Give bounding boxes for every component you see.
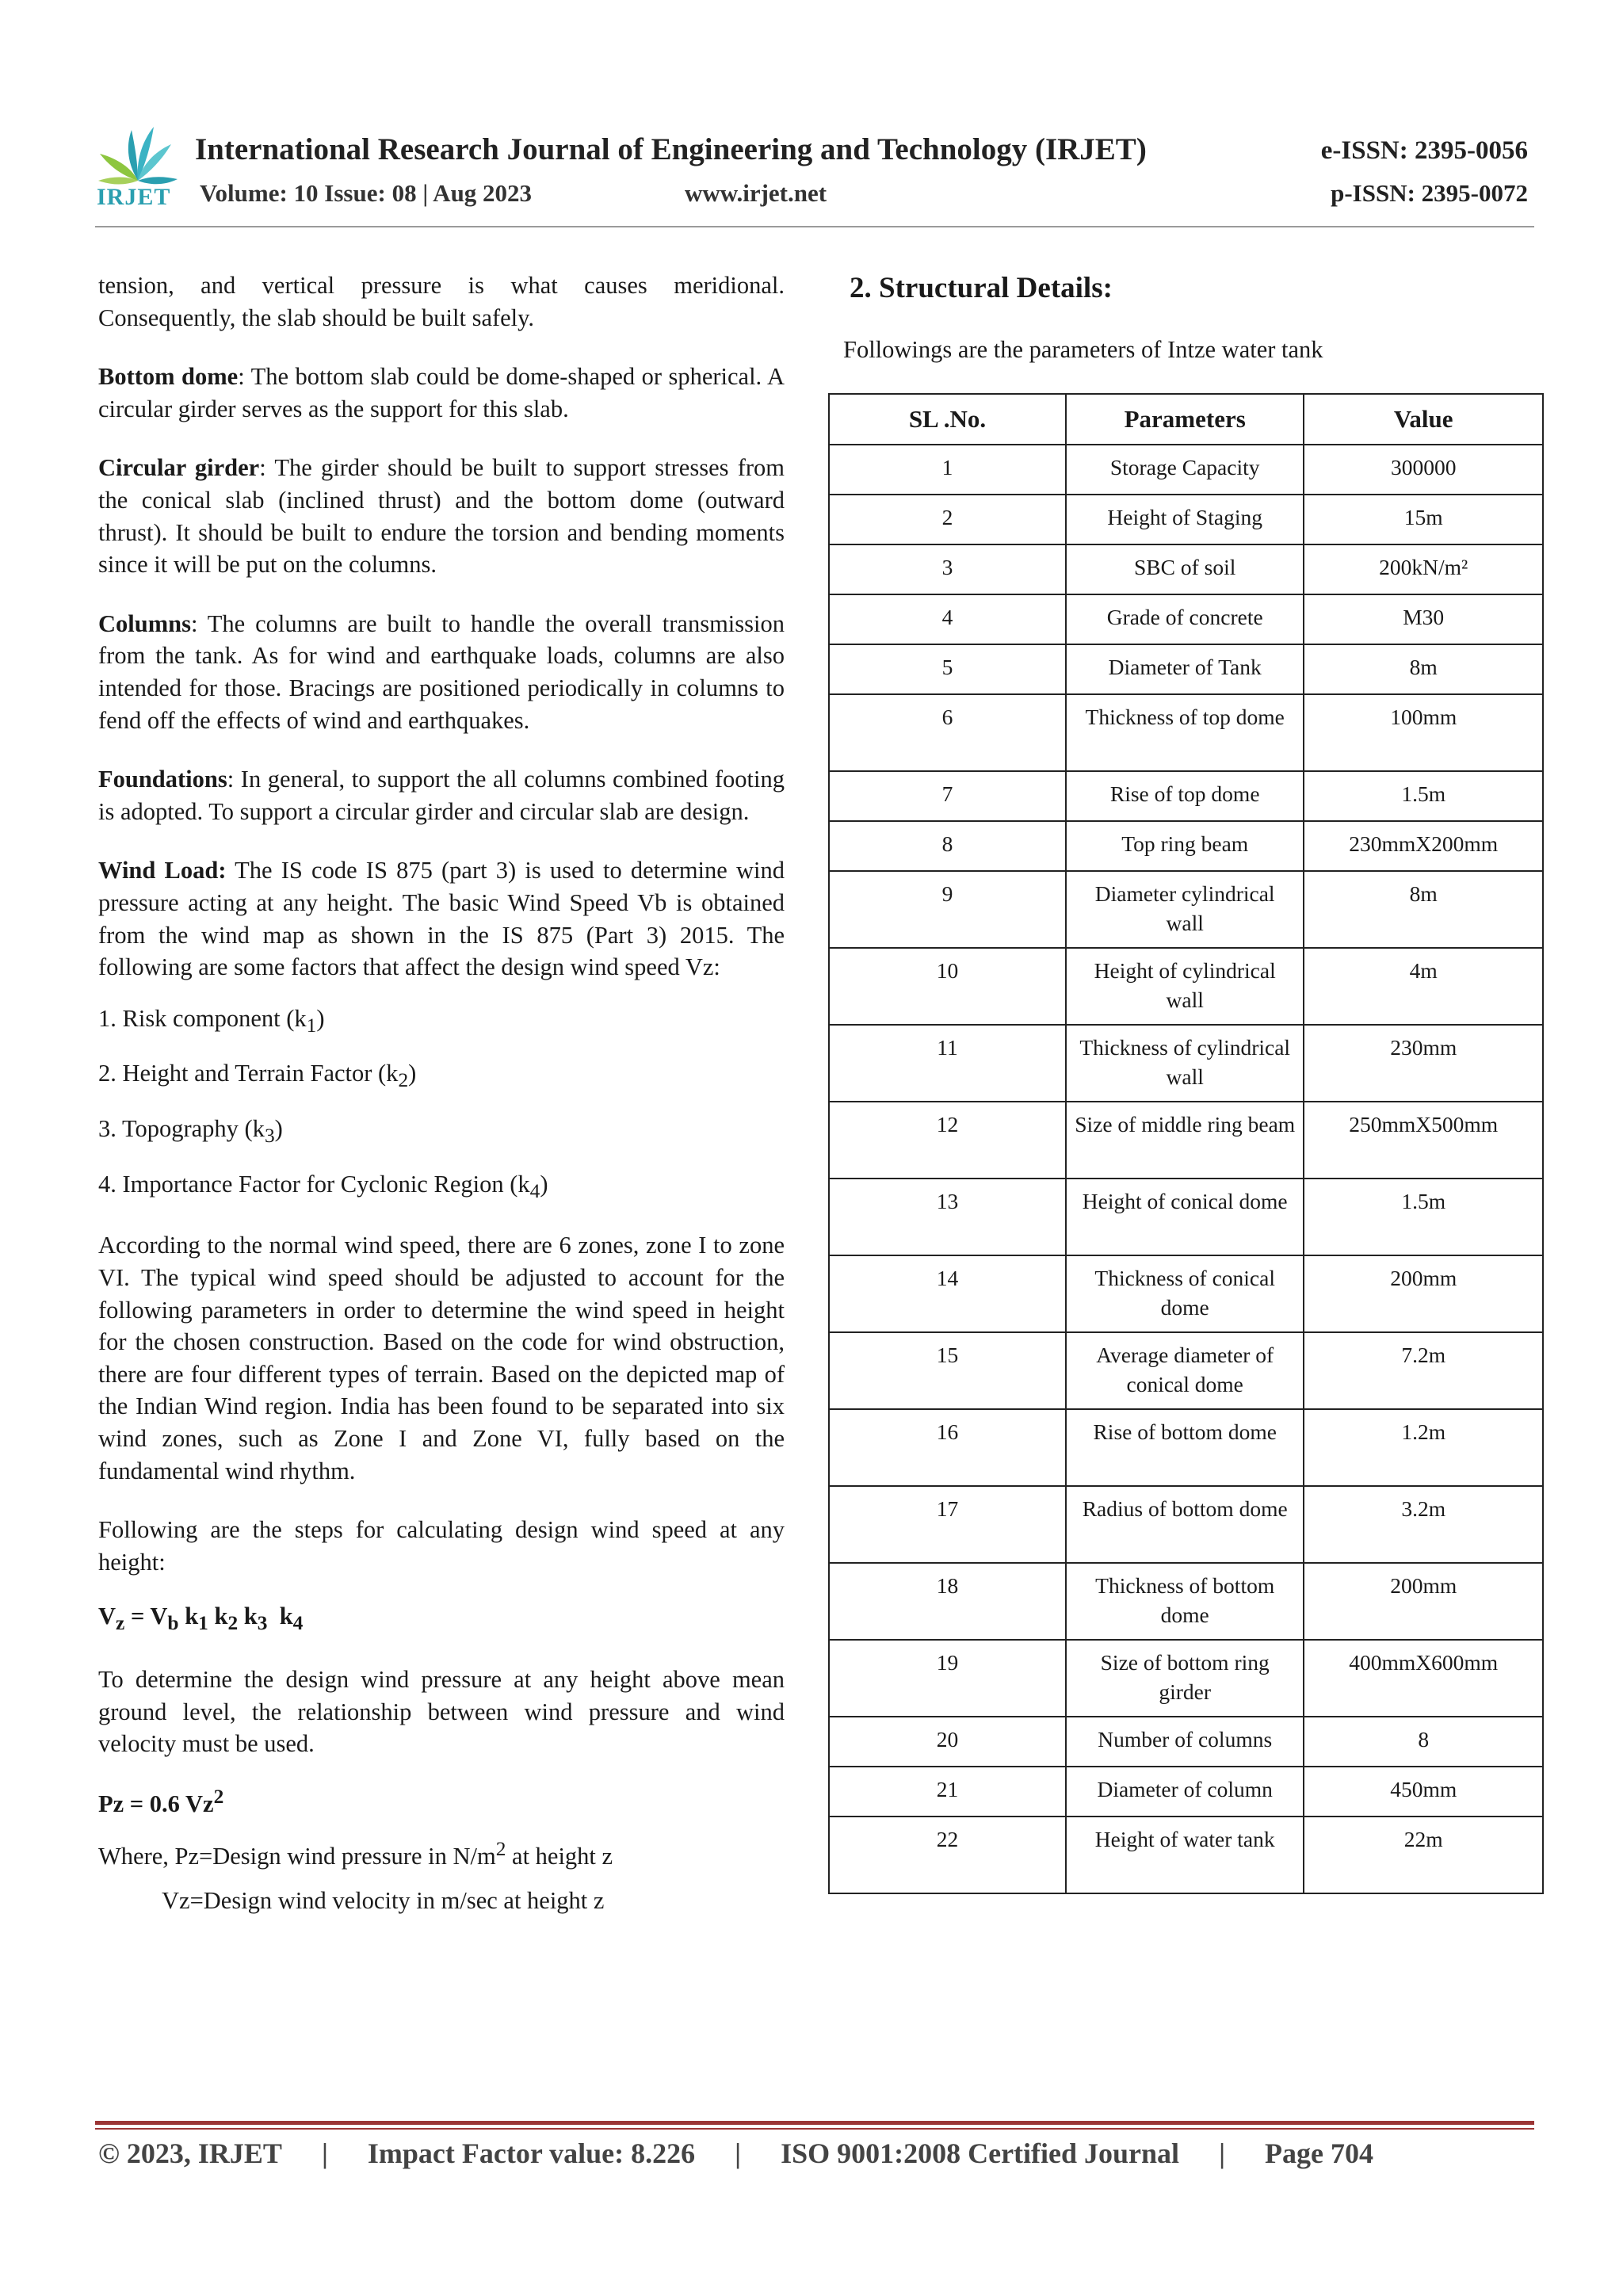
cell-parameter: Thickness of cylindrical wall (1066, 1025, 1304, 1102)
cell-parameter: Number of columns (1066, 1717, 1304, 1767)
cell-parameter: Rise of top dome (1066, 771, 1304, 821)
where-pz-line: Where, Pz=Design wind pressure in $N/m^2$ at height z (98, 1837, 613, 1870)
cell-value: 4m (1304, 948, 1543, 1025)
footer-rule-thin (95, 2128, 1534, 2130)
cell-parameter: Radius of bottom dome (1066, 1486, 1304, 1563)
table-row (829, 1486, 1543, 1563)
footer-copyright: © 2023, IRJET (98, 2137, 282, 2169)
cell-value: 15m (1304, 495, 1543, 544)
cell-slno: 14 (829, 1255, 1066, 1332)
cell-value: 22m (1304, 1817, 1543, 1893)
wind-load-paragraph (98, 854, 785, 983)
cell-slno: 10 (829, 948, 1066, 1025)
cell-parameter: Size of bottom ring girder (1066, 1640, 1304, 1717)
cell-value: 230mm (1304, 1025, 1543, 1102)
circular-girder-text: : The girder should be built to support stresses from the conical slab (inclined thrust) and the bottom dome (outward thrust). It should be built to endure the torsion and bending moments since it will be put on the columns. (98, 454, 785, 579)
left-column (98, 269, 785, 1933)
table-row (829, 821, 1543, 871)
intro-paragraph: tension, and vertical pressure is what causes meridional. Consequently, the slab should be built safely. (98, 272, 785, 331)
table-row (829, 871, 1543, 948)
cell-slno: 15 (829, 1332, 1066, 1409)
columns-text: : The columns are built to handle the overall transmission from the tank. As for wind and earthquake loads, columns are also intended for those. Bracings are positioned periodically in columns to fend off the effects of wind and earthquakes. (98, 609, 785, 734)
cell-slno: 13 (829, 1179, 1066, 1255)
bottom-dome-term: Bottom dome (98, 363, 239, 391)
wind-load-term: Wind Load: (98, 857, 227, 884)
cell-parameter: Height of Staging (1066, 495, 1304, 544)
table-row (829, 1817, 1543, 1893)
cell-slno: 18 (829, 1563, 1066, 1640)
table-row (829, 1102, 1543, 1179)
table-row (829, 1179, 1543, 1255)
cell-parameter: Thickness of conical dome (1066, 1255, 1304, 1332)
wind-speed-formula: $V_z = V_b$ $k_1$ $k_2$ $k_3$ $k_4$ (98, 1603, 304, 1635)
cell-value: 100mm (1304, 694, 1543, 771)
cell-parameter: Diameter cylindrical wall (1066, 871, 1304, 948)
circular-girder-term: Circular girder (98, 454, 260, 482)
table-row (829, 544, 1543, 594)
cell-slno: 12 (829, 1102, 1066, 1179)
cell-value: 230mmX200mm (1304, 821, 1543, 871)
table-row (829, 694, 1543, 771)
wind-load-text: The IS code IS 875 (part 3) is used to determine wind pressure acting at any height. The basic Wind Speed Vb is obtained from the wind map as shown in the IS 875 (Part 3) 2015. The following are some factors that affect the design wind speed Vz: (98, 857, 785, 981)
table-row (829, 495, 1543, 544)
cell-parameter: Height of conical dome (1066, 1179, 1304, 1255)
table-row (829, 948, 1543, 1025)
cell-parameter: Height of water tank (1066, 1817, 1304, 1893)
journal-website-link[interactable]: www.irjet.net (685, 179, 827, 207)
factor-item: 4. Importance Factor for Cyclonic Region $(k_4)$ (98, 1170, 548, 1202)
header-divider (95, 226, 1534, 227)
cell-value: 200kN/m² (1304, 544, 1543, 594)
cell-slno: 6 (829, 694, 1066, 771)
cell-parameter: Average diameter of conical dome (1066, 1332, 1304, 1409)
wind-pressure-formula: Pz = 0.6 Vz$^2$ (98, 1785, 224, 1817)
cell-parameter: Size of middle ring beam (1066, 1102, 1304, 1179)
cell-value: M30 (1304, 594, 1543, 644)
cell-slno: 5 (829, 644, 1066, 694)
table-row (829, 1255, 1543, 1332)
cell-parameter: Diameter of column (1066, 1767, 1304, 1817)
table-row (829, 1563, 1543, 1640)
cell-parameter: Rise of bottom dome (1066, 1409, 1304, 1486)
cell-slno: 16 (829, 1409, 1066, 1486)
table-row (829, 1640, 1543, 1717)
where-vz-line: Vz=Design wind velocity in m/sec at height z (162, 1887, 605, 1915)
columns-term: Columns (98, 609, 191, 637)
cell-slno: 2 (829, 495, 1066, 544)
cell-slno: 20 (829, 1717, 1066, 1767)
footer-separator: | (1219, 2137, 1225, 2169)
cell-value: 300000 (1304, 445, 1543, 495)
cell-value: 8m (1304, 871, 1543, 948)
zones-paragraph: According to the normal wind speed, there are 6 zones, zone I to zone VI. The typical wind speed should be adjusted to account for the following parameters in order to determine the wind speed in height for the chosen construction. Based on the code for wind obstruction, there are four different types of terrain. Based on the depicted map of the Indian Wind region. India has been found to be separated into six wind zones, such as Zone I and Zone VI, fully based on the fundamental wind rhythm. (98, 1232, 785, 1484)
cell-parameter: Top ring beam (1066, 821, 1304, 871)
cell-parameter: Thickness of top dome (1066, 694, 1304, 771)
table-row (829, 594, 1543, 644)
footer-separator: | (735, 2137, 742, 2169)
cell-parameter: Grade of concrete (1066, 594, 1304, 644)
column-header-value: Value (1304, 394, 1543, 445)
foundations-term: Foundations (98, 766, 227, 793)
table-row (829, 771, 1543, 821)
circular-girder-paragraph (98, 452, 785, 580)
section-heading: 2. Structural Details: (850, 272, 1113, 304)
bottom-dome-paragraph (98, 361, 785, 425)
cell-value: 1.5m (1304, 1179, 1543, 1255)
table-body (829, 445, 1543, 1893)
column-header-slno: SL .No. (829, 394, 1066, 445)
logo-text: IRJET (97, 184, 171, 210)
bottom-dome-text: : The bottom slab could be dome-shaped or spherical. A circular girder serves as the support for this slab. (98, 363, 785, 422)
cell-value: 400mmX600mm (1304, 1640, 1543, 1717)
table-row (829, 1025, 1543, 1102)
cell-slno: 3 (829, 544, 1066, 594)
cell-parameter: SBC of soil (1066, 544, 1304, 594)
cell-parameter: Thickness of bottom dome (1066, 1563, 1304, 1640)
table-header-row (829, 394, 1543, 445)
journal-logo (94, 119, 182, 211)
footer-page-number: Page 704 (1265, 2137, 1373, 2169)
cell-slno: 21 (829, 1767, 1066, 1817)
steps-paragraph: Following are the steps for calculating design wind speed at any height: (98, 1516, 785, 1576)
foundations-text: : In general, to support the all columns combined footing is adopted. To support a circular girder and circular slab are design. (98, 766, 785, 825)
table-row (829, 1767, 1543, 1817)
factor-item: 3. Topography $(k_3)$ (98, 1115, 283, 1148)
cell-value: 8m (1304, 644, 1543, 694)
footer-separator: | (321, 2137, 328, 2169)
table-row (829, 1409, 1543, 1486)
pressure-paragraph: To determine the design wind pressure at any height above mean ground level, the relationship between wind pressure and wind velocity must be used. (98, 1666, 785, 1758)
cell-value: 250mmX500mm (1304, 1102, 1543, 1179)
table-row (829, 1332, 1543, 1409)
e-issn: e-ISSN: 2395-0056 (1320, 136, 1528, 165)
cell-value: 200mm (1304, 1255, 1543, 1332)
parameters-table (828, 393, 1544, 1894)
cell-parameter: Storage Capacity (1066, 445, 1304, 495)
footer-rule-thick (95, 2121, 1534, 2125)
cell-parameter: Diameter of Tank (1066, 644, 1304, 694)
factor-item: 1. Risk component $(k_1)$ (98, 1004, 325, 1037)
table-row (829, 1717, 1543, 1767)
cell-value: 200mm (1304, 1563, 1543, 1640)
foundations-paragraph (98, 763, 785, 827)
cell-slno: 1 (829, 445, 1066, 495)
journal-title: International Research Journal of Engineering and Technology (IRJET) (195, 132, 1147, 166)
cell-slno: 9 (829, 871, 1066, 948)
cell-slno: 7 (829, 771, 1066, 821)
cell-slno: 8 (829, 821, 1066, 871)
cell-value: 8 (1304, 1717, 1543, 1767)
cell-slno: 19 (829, 1640, 1066, 1717)
cell-slno: 22 (829, 1817, 1066, 1893)
page-footer (98, 2137, 1373, 2170)
cell-parameter: Height of cylindrical wall (1066, 948, 1304, 1025)
footer-iso: ISO 9001:2008 Certified Journal (781, 2137, 1180, 2169)
cell-value: 7.2m (1304, 1332, 1543, 1409)
table-caption: Followings are the parameters of Intze water tank (843, 336, 1323, 363)
cell-slno: 11 (829, 1025, 1066, 1102)
columns-paragraph (98, 608, 785, 736)
cell-slno: 17 (829, 1486, 1066, 1563)
cell-value: 1.2m (1304, 1409, 1543, 1486)
table-row (829, 445, 1543, 495)
footer-impact-factor: Impact Factor value: 8.226 (367, 2137, 696, 2169)
p-issn: p-ISSN: 2395-0072 (1331, 179, 1528, 207)
volume-issue: Volume: 10 Issue: 08 | Aug 2023 (200, 179, 533, 207)
cell-value: 450mm (1304, 1767, 1543, 1817)
table-row (829, 644, 1543, 694)
factor-item: 2. Height and Terrain Factor $(k_2)$ (98, 1060, 417, 1092)
column-header-parameters: Parameters (1066, 394, 1304, 445)
cell-value: 3.2m (1304, 1486, 1543, 1563)
cell-slno: 4 (829, 594, 1066, 644)
cell-value: 1.5m (1304, 771, 1543, 821)
